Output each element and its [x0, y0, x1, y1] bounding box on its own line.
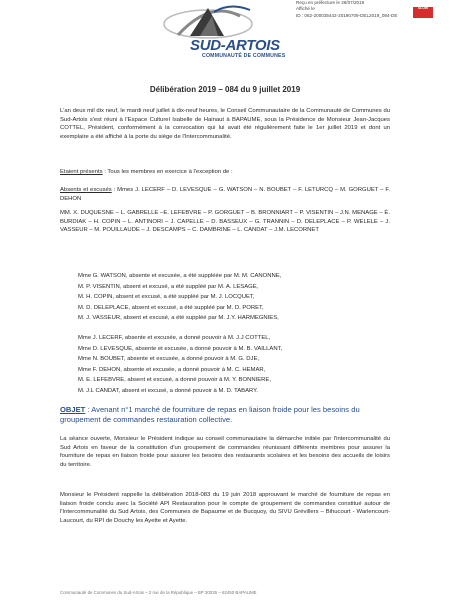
absents-paragraph — [60, 186, 390, 203]
objet-heading — [60, 405, 390, 425]
pouvoir-item: M. J.L CANDAT, absent et excusé, a donné pouvoir à M. D. TABARY. — [78, 387, 258, 394]
pouvoirs-list — [78, 334, 398, 396]
pouvoir-item: Mme D. LEVESQUE, absente et excusée, a donné pouvoir à M. B. VAILLANT, — [78, 345, 283, 352]
body-paragraph-1: La séance ouverte, Monsieur le Président indique au conseil communautaire la démarche initiée par l'intercommunalité du Sud Artois en faveur de la constitution d'un groupement de commandes réunissant différents membres pour assurer la fourniture de repas en liaison froide pour assurer les besoins des restaurants scolaires et les besoins des accueils de loisirs du territoire. — [60, 436, 390, 468]
absents-label: Absents et excusés — [60, 187, 112, 193]
pouvoir-item: M. E. LEFEBVRE, absent et excusé, a donné pouvoir à M. Y. BONNIERE, — [78, 377, 271, 384]
objet-label: OBJET — [60, 405, 86, 414]
stamp-line-displayed: Affiché le — [296, 6, 315, 12]
body-paragraph-2: Monsieur le Président rappelle la délibération 2018-083 du 19 juin 2018 approuvant le marché de fourniture de repas en liaison froide conclu avec la Société API Restauration pour le compte de groupement de commandes constitué autour de l'Intercommunalité du Sud Artois, des Communes de Bapaume et de Bucquoy, du SIVU Grévillers – Bihucourt - Warlencourt-Laucourt, du RPI de Douchy les Ayette et Ayette. — [60, 492, 390, 524]
stamp-badge: SLOW — [413, 7, 433, 18]
suppleance-item: M. H. COPIN, absent et excusé, a été suppléé par M. J. LOCQUET, — [78, 294, 255, 301]
suppleances-list — [78, 272, 398, 323]
suppleance-item: Mme G. WATSON, absente et excusée, a été suppléée par M. M. CANONNE, — [78, 273, 282, 279]
presents-line — [60, 168, 390, 177]
stamp-line-id: ID : 062-200035442-20190709-DEL2019_084-DE — [296, 12, 398, 18]
brand-subtitle: COMMUNAUTÉ DE COMMUNES — [202, 53, 286, 59]
absents-text: : Mmes J. LECERF – D. LEVESQUE – G. WATSON – N. BOUBET – F. LETURCQ – M. GORGUET – F. DEHON — [60, 187, 390, 202]
suppleance-item: M. J. VASSEUR, absent et excusé, a été suppléé par M. J.Y. HARMEGNIES, — [78, 315, 279, 322]
pouvoir-item: Mme F. DEHON, absente et excusée, a donné pouvoir à M. C. HEMAR, — [78, 366, 266, 373]
presents-label: Etaient présents — [60, 169, 103, 175]
prefecture-stamp — [296, 0, 450, 27]
objet-text: : Avenant n°1 marché de fourniture de repas en liaison froide pour les besoins du groupement de commandes restauration collective. — [60, 405, 360, 424]
document-title: Délibération 2019 – 084 du 9 juillet 2019 — [149, 85, 301, 94]
page-footer: Communauté de Communes du Sud-Artois – 2 rue de la République – BP 30026 – 62450 BAPAUME — [60, 590, 257, 595]
intro-paragraph: L'an deux mil dix neuf, le mardi neuf juillet à dix-neuf heures, le Conseil Communautaire de la Communauté de Communes du Sud-Artois s'est réuni à l'Espace Culturel Isabelle de Hainaut à BAPAUME, sous la Présidence de Monsieur Jean-Jacques COTTEL, Président, conformément à la convocation qui lui avait été régulièrement faite le 1er juillet 2019 et dont un exemplaire a été affiché à la porte du siège de l'Intercommunalité. — [60, 108, 390, 140]
stamp-line-received: Reçu en préfecture le 26/07/2019 — [296, 0, 365, 5]
presents-text: : Tous les membres en exercice à l'exception de : — [102, 169, 233, 175]
suppleance-item: M. D. DELEPLACE, absent et excusé, a été suppléé par M. D. PORET, — [78, 304, 264, 311]
members-paragraph: MM. X. DUQUESNE – L. GABRELLE –E. LEFEBVRE – P. GORGUET – B. BRONNIART – P. VISENTIN – J.N. MENAGE – É. BURDIAK – H. COPIN – L. ANTINORI – J. CAPELLE – D. BASSEUX – G. TRANNIN – D. DELEPLACE – P. WELELE – J. VASSEUR – M. POUILLAUDE – J. DESCAMPS – C. DAMBRINE – L. CANDAT – J.M. LECORNET — [60, 210, 390, 234]
brand-name: SUD-ARTOIS — [190, 37, 280, 54]
pouvoir-item: Mme J. LECERF, absente et excusée, a donné pouvoir à M. J.J COTTEL, — [78, 335, 271, 341]
suppleance-item: M. P. VISENTIN, absent et excusé, a été suppléé par M. A. LESAGE, — [78, 283, 259, 290]
pouvoir-item: Mme N. BOUBET, absente et excusée, a donné pouvoir à M. G. DJE, — [78, 356, 260, 363]
